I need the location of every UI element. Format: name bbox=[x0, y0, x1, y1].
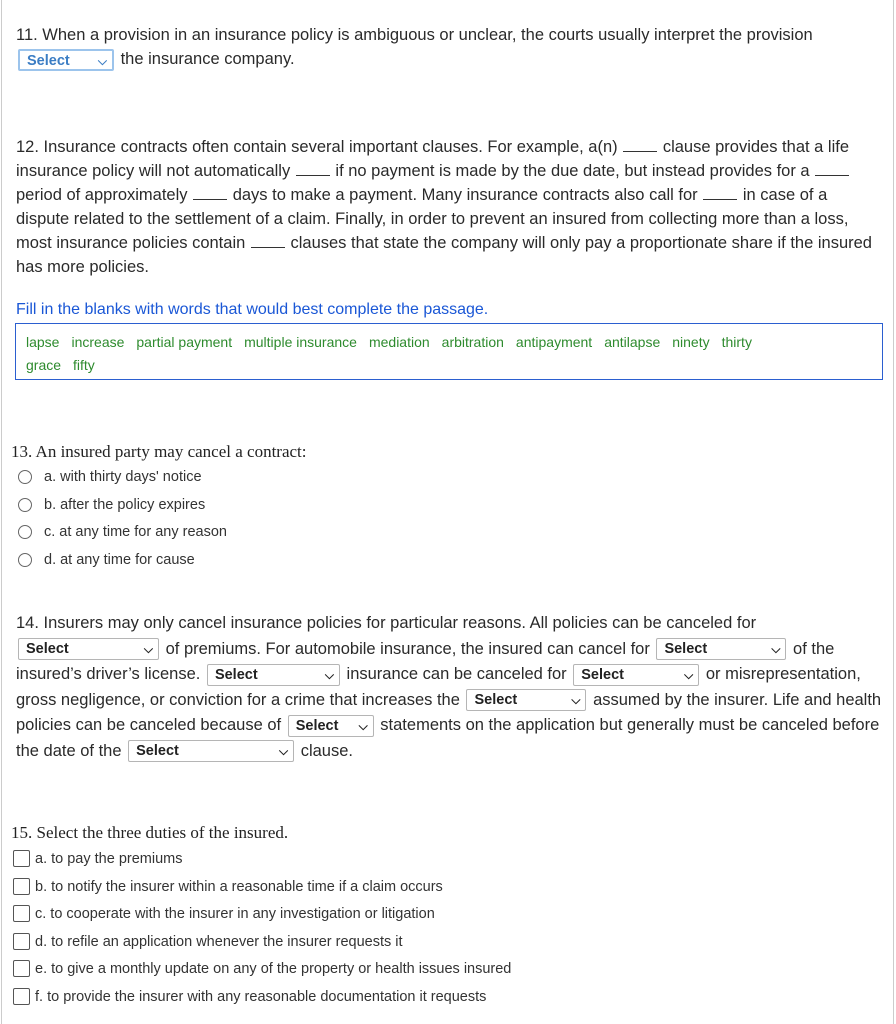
word-bank bbox=[15, 323, 883, 380]
word-bank-item[interactable]: antilapse bbox=[604, 334, 661, 350]
q12-text-6: in case of a dispute related to the settlement of a claim. Finally, in order to prevent an insured from collecting more than a loss, most insurance policies contain bbox=[16, 186, 849, 252]
select-value: Select bbox=[136, 743, 179, 760]
word-bank-item[interactable]: fifty bbox=[73, 357, 95, 373]
chevron-down-icon: ⌵ bbox=[279, 744, 289, 759]
q15-option-f[interactable] bbox=[13, 988, 486, 1005]
q15-option-label: c. to cooperate with the insurer in any investigation or litigation bbox=[35, 905, 435, 922]
select-value: Select bbox=[664, 641, 708, 658]
q15-option-b[interactable] bbox=[13, 878, 443, 895]
checkbox[interactable] bbox=[13, 878, 30, 895]
select-value: Select bbox=[26, 641, 69, 658]
q12-blank-3[interactable] bbox=[815, 160, 849, 176]
q15-option-label: d. to refile an application whenever the insurer requests it bbox=[35, 933, 403, 950]
radio-button[interactable] bbox=[18, 498, 32, 512]
q15-option-c[interactable] bbox=[13, 905, 435, 922]
q14-text-7: statements on the application but generally must be canceled before the date of the bbox=[16, 716, 880, 760]
q12-text-3: if no payment is made by the due date, but instead provides for a bbox=[335, 162, 810, 180]
q15-option-label: b. to notify the insurer within a reasonable time if a claim occurs bbox=[35, 878, 443, 895]
q13-option-label: b. after the policy expires bbox=[44, 497, 206, 513]
q11-select-value: Select bbox=[27, 52, 70, 69]
q14-select-4[interactable] bbox=[573, 664, 699, 686]
q14-select-2[interactable] bbox=[656, 638, 786, 660]
checkbox[interactable] bbox=[13, 988, 30, 1005]
q12-blank-5[interactable] bbox=[703, 184, 737, 200]
q13-option-label: d. at any time for cause bbox=[44, 552, 195, 568]
q12-blank-2[interactable] bbox=[296, 160, 330, 176]
chevron-down-icon: ⌵ bbox=[143, 642, 153, 657]
checkbox[interactable] bbox=[13, 933, 30, 950]
checkbox[interactable] bbox=[13, 905, 30, 922]
q13-question: 13. An insured party may cancel a contract: bbox=[11, 442, 307, 461]
q14-text-1: 14. Insurers may only cancel insurance policies for particular reasons. All policies can be canceled for bbox=[16, 614, 757, 632]
word-bank-item[interactable]: arbitration bbox=[441, 334, 504, 350]
q15-option-label: e. to give a monthly update on any of the property or health issues insured bbox=[35, 960, 512, 977]
q14-select-6[interactable] bbox=[288, 715, 374, 737]
q13-option-b[interactable] bbox=[18, 497, 205, 513]
q12-text-4: period of approximately bbox=[16, 186, 188, 204]
select-value: Select bbox=[474, 692, 518, 709]
q12-text-2: clause provides that a life insurance policy will not automatically bbox=[16, 138, 850, 180]
word-bank-item[interactable]: mediation bbox=[368, 334, 430, 350]
q12-blank-4[interactable] bbox=[193, 184, 227, 200]
q14-select-3[interactable] bbox=[207, 664, 340, 686]
q15-option-d[interactable] bbox=[13, 933, 403, 950]
checkbox[interactable] bbox=[13, 960, 30, 977]
q13-option-label: c. at any time for any reason bbox=[44, 524, 227, 540]
word-bank-item[interactable]: partial payment bbox=[136, 334, 233, 350]
word-bank-item[interactable]: lapse bbox=[26, 334, 60, 350]
q13-option-a[interactable] bbox=[18, 469, 202, 485]
checkbox[interactable] bbox=[13, 850, 30, 867]
q15-option-e[interactable] bbox=[13, 960, 511, 977]
word-bank-item[interactable]: thirty bbox=[721, 334, 752, 350]
select-value: Select bbox=[295, 717, 339, 734]
question-14 bbox=[16, 611, 884, 764]
q12-blank-1[interactable] bbox=[623, 136, 657, 152]
q15-option-a[interactable] bbox=[13, 850, 183, 867]
q15-option-label: a. to pay the premiums bbox=[35, 850, 183, 867]
q14-text-5: or misrepresentation, gross negligence, or conviction for a crime that increases the bbox=[16, 665, 861, 709]
chevron-down-icon: ⌵ bbox=[684, 667, 694, 682]
q14-text-8: clause. bbox=[300, 741, 353, 760]
q14-select-5[interactable] bbox=[466, 689, 586, 711]
q14-select-7[interactable] bbox=[128, 740, 294, 762]
word-bank-item[interactable]: antipayment bbox=[515, 334, 593, 350]
q11-text-part1: 11. When a provision in an insurance policy is ambiguous or unclear, the courts usually interpret the provision bbox=[16, 26, 813, 44]
radio-button[interactable] bbox=[18, 553, 32, 567]
question-12 bbox=[16, 135, 884, 279]
q15-option-label: f. to provide the insurer with any reasonable documentation it requests bbox=[35, 988, 487, 1005]
chevron-down-icon: ⌵ bbox=[571, 693, 581, 708]
q14-select-1[interactable] bbox=[18, 638, 159, 660]
q11-text-part2: the insurance company. bbox=[120, 50, 295, 68]
q15-question: 15. Select the three duties of the insured. bbox=[11, 823, 289, 842]
q12-text-5: days to make a payment. Many insurance contracts also call for bbox=[232, 186, 698, 204]
q12-text-7: clauses that state the company will only pay a proportionate share if the insured has more policies. bbox=[16, 234, 872, 276]
word-bank-item[interactable]: ninety bbox=[672, 334, 710, 350]
q13-option-label: a. with thirty days' notice bbox=[44, 469, 202, 485]
q14-text-2: of premiums. For automobile insurance, the insured can cancel for bbox=[165, 639, 650, 658]
radio-button[interactable] bbox=[18, 470, 32, 484]
select-value: Select bbox=[581, 666, 624, 683]
q14-text-6: assumed by the insurer. Life and health policies can be canceled because of bbox=[16, 690, 882, 734]
q12-text-1: 12. Insurance contracts often contain several important clauses. For example, a(n) bbox=[16, 138, 618, 156]
question-11 bbox=[16, 23, 884, 71]
q13-option-d[interactable] bbox=[18, 552, 195, 568]
word-bank-item[interactable]: multiple insurance bbox=[244, 334, 357, 350]
chevron-down-icon: ⌵ bbox=[358, 718, 368, 733]
chevron-down-icon: ⌵ bbox=[324, 667, 334, 682]
chevron-down-icon: ⌵ bbox=[771, 642, 781, 657]
q12-instruction: Fill in the blanks with words that would best complete the passage. bbox=[16, 301, 489, 318]
chevron-down-icon: ⌵ bbox=[97, 53, 107, 68]
word-bank-item[interactable]: grace bbox=[26, 357, 62, 373]
q13-option-c[interactable] bbox=[18, 524, 227, 540]
q14-text-3: of the insured’s driver’s license. bbox=[16, 639, 835, 683]
radio-button[interactable] bbox=[18, 525, 32, 539]
q14-text-4: insurance can be canceled for bbox=[346, 665, 567, 683]
q11-select[interactable] bbox=[18, 49, 114, 71]
select-value: Select bbox=[214, 666, 258, 683]
word-bank-item[interactable]: increase bbox=[71, 334, 125, 350]
q12-blank-6[interactable] bbox=[251, 232, 285, 248]
